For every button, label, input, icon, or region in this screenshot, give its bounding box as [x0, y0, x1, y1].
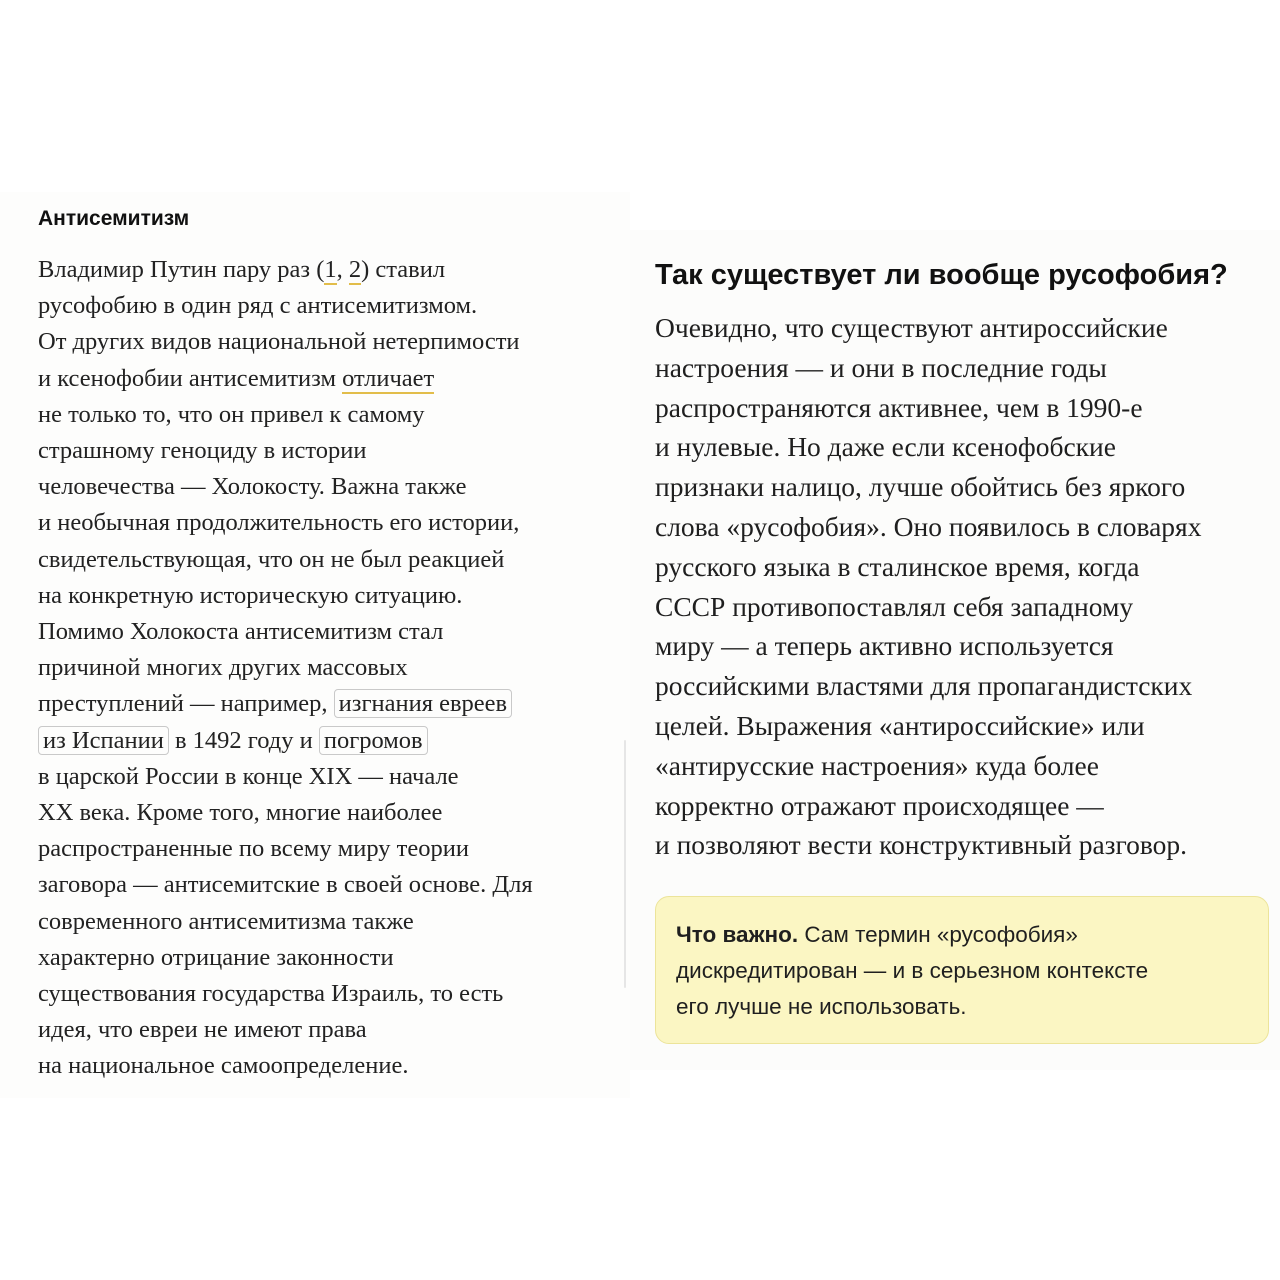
- text-line: Помимо Холокоста антисемитизм стал: [38, 618, 444, 646]
- text-line: русского языка в сталинское время, когда: [655, 550, 1140, 582]
- callout-label: Что важно.: [676, 922, 799, 947]
- text-line: дискредитирован — и в серьезном контексте: [676, 958, 1149, 983]
- text-line: слова «русофобия». Оно появилось в словарях: [655, 510, 1202, 542]
- text-line: [38, 252, 618, 288]
- text-line: и позволяют вести конструктивный разговор.: [655, 829, 1188, 861]
- text-fragment: Сам термин «русофобия»: [798, 922, 1078, 947]
- text-line: в царской России в конце XIX — начале: [38, 762, 459, 790]
- text-line: XX века. Кроме того, многие наиболее: [38, 799, 443, 827]
- callout-text: [676, 917, 1148, 1025]
- text-line: свидетельствующая, что он не был реакцией: [38, 545, 505, 573]
- text-line: целей. Выражения «антироссийские» или: [655, 709, 1145, 741]
- tooltip-term-pogroms[interactable]: погромов: [319, 726, 428, 755]
- text-line: на конкретную историческую ситуацию.: [38, 581, 463, 609]
- text-line: и необычная продолжительность его истории,: [38, 509, 520, 537]
- text-line: [38, 686, 618, 722]
- text-fragment: ) ставил: [361, 256, 446, 283]
- text-line: характерно отрицание законности: [38, 943, 394, 971]
- text-line: [676, 917, 1148, 953]
- text-line: [38, 723, 618, 759]
- text-line: СССР противопоставлял себя западному: [655, 590, 1134, 622]
- text-line: Очевидно, что существуют антироссийские: [655, 312, 1168, 343]
- text-fragment: ,: [336, 256, 349, 283]
- text-line: настроения — и они в последние годы: [655, 351, 1107, 383]
- text-line: корректно отражают происходящее —: [655, 789, 1104, 821]
- text-line: человечества — Холокосту. Важна также: [38, 473, 467, 501]
- text-line: русофобию в один ряд с антисемитизмом.: [38, 292, 478, 320]
- text-line: миру — а теперь активно используется: [655, 630, 1114, 662]
- text-line: страшному геноциду в истории: [38, 437, 367, 465]
- text-line: распространяются активнее, чем в 1990-е: [655, 391, 1143, 423]
- text-fragment: и ксенофобии антисемитизм: [38, 364, 343, 392]
- right-section-heading: Так существует ли вообще русофобия?: [655, 259, 1228, 291]
- text-line: не только то, что он привел к самому: [38, 400, 425, 428]
- text-line: идея, что евреи не имеют права: [38, 1016, 367, 1044]
- text-line: От других видов национальной нетерпимости: [38, 328, 520, 356]
- tooltip-term-from-spain[interactable]: из Испании: [38, 726, 169, 755]
- text-line: причиной многих других массовых: [38, 654, 408, 682]
- text-line: современного антисемитизма также: [38, 907, 414, 935]
- scrollbar[interactable]: [624, 740, 626, 988]
- left-article-body: [38, 252, 618, 1085]
- text-line: на национальное самоопределение.: [38, 1052, 409, 1080]
- text-fragment: Владимир Путин пару раз (: [38, 256, 325, 283]
- text-line: и нулевые. Но даже если ксенофобские: [655, 431, 1116, 463]
- text-line: его лучше не использовать.: [676, 994, 967, 1019]
- right-article-body: [655, 308, 1270, 865]
- important-callout: [655, 896, 1269, 1044]
- tooltip-term-expulsion[interactable]: изгнания евреев: [334, 689, 512, 718]
- left-section-heading: Антисемитизм: [38, 207, 190, 230]
- source-link-2[interactable]: 2: [348, 256, 362, 283]
- text-line: распространенные по всему миру теории: [38, 835, 469, 863]
- text-line: заговора — антисемитские в своей основе. Для: [38, 871, 533, 899]
- text-fragment: в 1492 году и: [168, 726, 319, 754]
- inline-link-otlichaet[interactable]: отличает: [342, 364, 435, 392]
- source-link-1[interactable]: 1: [324, 256, 337, 283]
- text-line: существования государства Израиль, то есть: [38, 980, 504, 1008]
- text-fragment: преступлений — например,: [38, 690, 334, 718]
- text-line: признаки налицо, лучше обойтись без яркого: [655, 471, 1186, 503]
- text-line: российскими властями для пропагандистских: [655, 670, 1193, 702]
- text-line: [38, 361, 618, 397]
- text-line: «антирусские настроения» куда более: [655, 749, 1099, 781]
